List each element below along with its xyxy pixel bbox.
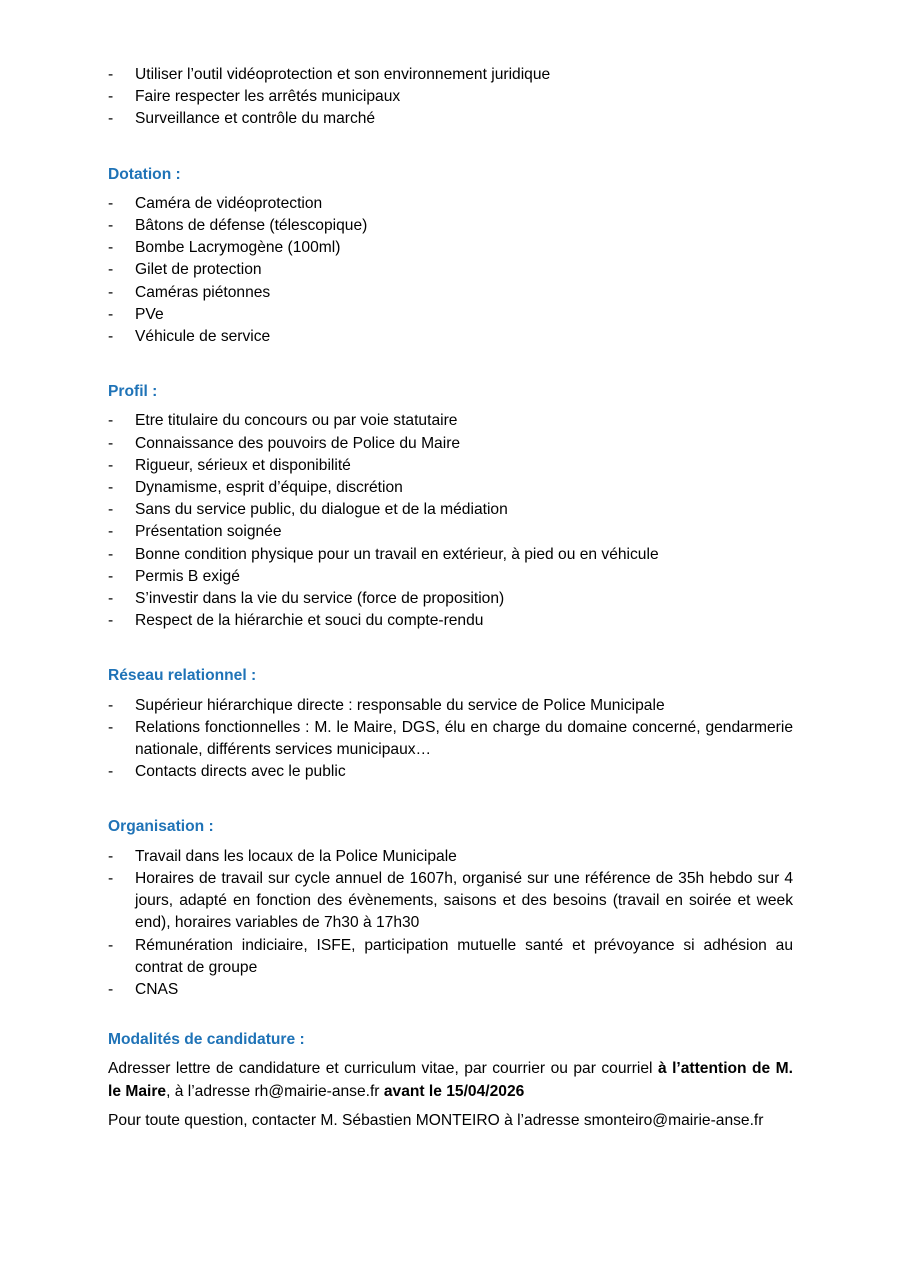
dotation-list xyxy=(108,193,793,348)
intro-list xyxy=(108,64,793,131)
list-item: - Permis B exigé xyxy=(108,567,240,585)
list-item: - Bombe Lacrymogène (100ml) xyxy=(108,239,341,257)
list-item: - Faire respecter les arrêtés municipaux xyxy=(108,88,401,106)
list-item: - S’investir dans la vie du service (force de proposition) xyxy=(108,590,505,608)
list-item: - CNAS xyxy=(108,980,179,998)
application-paragraph: Adresser lettre de candidature et curriculum vitae, par courrier ou par courriel à l’attention de M. le Maire, à l’adresse rh@mairie-anse.fr avant le 15/04/2026 xyxy=(108,1060,794,1100)
list-item: - Dynamisme, esprit d’équipe, discrétion xyxy=(108,479,403,497)
list-item: - Sans du service public, du dialogue et de la médiation xyxy=(108,501,508,519)
modalites-heading: Modalités de candidature : xyxy=(108,1031,305,1049)
contact-paragraph: Pour toute question, contacter M. Sébastien MONTEIRO à l’adresse smonteiro@mairie-anse.fr xyxy=(108,1111,764,1129)
dotation-heading: Dotation : xyxy=(108,165,181,183)
list-item: - Utiliser l’outil vidéoprotection et son environnement juridique xyxy=(108,66,551,83)
reseau-section xyxy=(108,665,793,783)
list-item: - Respect de la hiérarchie et souci du compte-rendu xyxy=(108,612,484,630)
reseau-list xyxy=(108,695,793,784)
list-item: - Etre titulaire du concours ou par voie statutaire xyxy=(108,412,458,430)
list-item: - Véhicule de service xyxy=(108,328,271,346)
list-item: - Connaissance des pouvoirs de Police du Maire xyxy=(108,434,461,452)
organisation-section xyxy=(108,816,793,1001)
list-item: - Relations fonctionnelles : M. le Maire, DGS, élu en charge du domaine concerné, gendarmerie nationale, différents services municipaux… xyxy=(108,718,793,759)
list-item: - Supérieur hiérarchique directe : responsable du service de Police Municipale xyxy=(108,696,665,714)
profil-heading: Profil : xyxy=(108,383,158,401)
document-page xyxy=(108,64,793,1132)
list-item: - Contacts directs avec le public xyxy=(108,763,346,781)
list-item: - Présentation soignée xyxy=(108,523,282,541)
dotation-section xyxy=(108,164,793,349)
list-item: - Caméra de vidéoprotection xyxy=(108,194,323,212)
list-item: - Gilet de protection xyxy=(108,261,262,279)
profil-list xyxy=(108,410,793,632)
profil-section xyxy=(108,381,793,632)
modalites-section xyxy=(108,1029,793,1132)
list-item: - Rémunération indiciaire, ISFE, participation mutuelle santé et prévoyance si adhésion au contrat de groupe xyxy=(108,936,793,976)
list-item: - Rigueur, sérieux et disponibilité xyxy=(108,456,351,474)
list-item: - Caméras piétonnes xyxy=(108,283,271,301)
list-item: - Bâtons de défense (télescopique) xyxy=(108,217,368,235)
list-item: - Travail dans les locaux de la Police Municipale xyxy=(108,847,457,865)
list-item: - Horaires de travail sur cycle annuel de 1607h, organisé sur une référence de 35h hebdo sur 4 jours, adapté en fonction des évènements, saisons et des besoins (travail en soirée et week end), horaires variables de 7h30 à 17h30 xyxy=(108,869,793,932)
reseau-heading: Réseau relationnel : xyxy=(108,667,257,685)
list-item: - Bonne condition physique pour un travail en extérieur, à pied ou en véhicule xyxy=(108,545,659,563)
organisation-list xyxy=(108,846,793,1001)
list-item: - PVe xyxy=(108,305,164,323)
list-item: - Surveillance et contrôle du marché xyxy=(108,110,376,128)
organisation-heading: Organisation : xyxy=(108,818,214,836)
